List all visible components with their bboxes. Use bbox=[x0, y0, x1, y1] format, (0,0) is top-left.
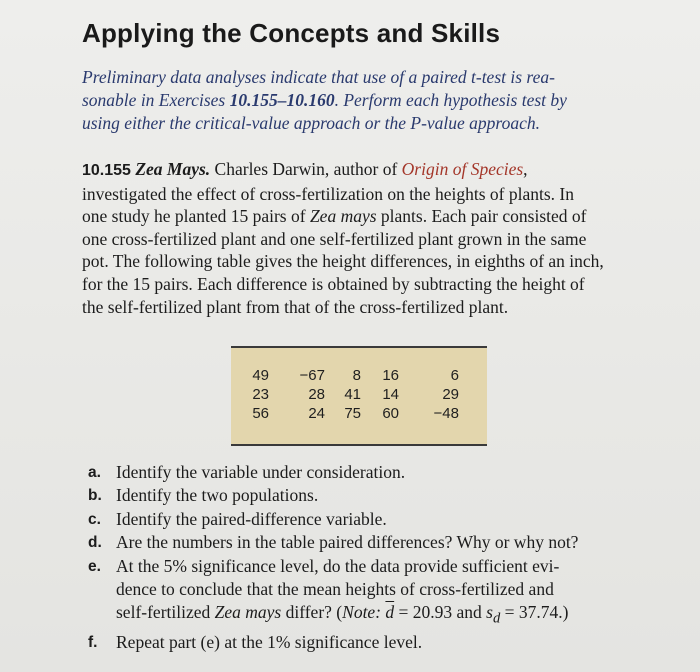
d-bar-symbol: $\overline{d}$ bbox=[385, 602, 395, 623]
exercise-intro bbox=[82, 66, 642, 135]
part-c: c. Identify the paired-difference variable. bbox=[88, 508, 387, 529]
problem-number: 10.155 bbox=[82, 162, 131, 179]
book-title: Origin of Species bbox=[401, 159, 524, 179]
table-cell: 8 bbox=[352, 367, 361, 384]
problem-line-4: one cross-fertilized plant and one self-fertilized plant grown in the same bbox=[82, 228, 587, 249]
intro-line-3: using either the critical-value approach or the P-value approach. bbox=[82, 113, 540, 133]
table-cell: 60 bbox=[382, 405, 399, 422]
table-cell: −67 bbox=[299, 367, 325, 384]
problem-line-5: pot. The following table gives the height differences, in eighths of an inch, bbox=[82, 251, 604, 272]
part-b: b. Identify the two populations. bbox=[88, 485, 319, 506]
section-heading: Applying the Concepts and Skills bbox=[82, 18, 501, 48]
table-cell: 6 bbox=[450, 367, 459, 384]
part-a: a. Identify the variable under consideration. bbox=[88, 462, 406, 482]
problem-line-2: investigated the effect of cross-fertilization on the heights of plants. In bbox=[82, 183, 574, 204]
intro-line-2: sonable in Exercises 10.155–10.160. Perform each hypothesis test by bbox=[82, 90, 567, 110]
table-cell: 56 bbox=[252, 405, 269, 422]
table-cell: 23 bbox=[252, 386, 269, 403]
table-row bbox=[239, 366, 459, 385]
part-e-line-3: self-fertilized Zea mays differ? (Note: $\overline{d} = 20.93$ and $s_d = 37.74$.) bbox=[116, 602, 569, 627]
part-f: f. Repeat part (e) at the 1% significance level. bbox=[88, 632, 423, 653]
table-cell: 49 bbox=[252, 367, 269, 384]
part-d: d. Are the numbers in the table paired differences? Why or why not? bbox=[88, 532, 579, 553]
exercise-range: 10.155–10.160 bbox=[229, 90, 335, 110]
problem-line-7: the self-fertilized plant from that of the cross-fertilized plant. bbox=[82, 296, 509, 317]
table-cell: 16 bbox=[382, 367, 399, 384]
data-table bbox=[239, 366, 459, 423]
table-cell: 28 bbox=[308, 386, 325, 403]
table-cell: −48 bbox=[433, 405, 459, 422]
problem-statement bbox=[82, 158, 642, 318]
table-row bbox=[239, 404, 459, 423]
table-cell: 24 bbox=[308, 405, 325, 422]
problem-line-1: 10.155 Zea Mays. Charles Darwin, author of Origin of Species, bbox=[82, 159, 528, 179]
table-cell: 41 bbox=[344, 386, 361, 403]
problem-title: Zea Mays. bbox=[135, 159, 211, 179]
table-row bbox=[239, 385, 459, 404]
table-cell: 75 bbox=[344, 405, 361, 422]
table-cell: 29 bbox=[442, 386, 459, 403]
part-e: e. At the 5% significance level, do the data provide sufficient evi- bbox=[88, 555, 560, 576]
intro-line-1: Preliminary data analyses indicate that use of a paired t-test is rea- bbox=[82, 67, 555, 87]
part-e-line-2: dence to conclude that the mean heights of cross-fertilized and bbox=[116, 579, 554, 600]
height-differences-table bbox=[231, 346, 487, 446]
problem-line-3: one study he planted 15 pairs of Zea mays plants. Each pair consisted of bbox=[82, 206, 587, 227]
table-cell: 14 bbox=[382, 386, 399, 403]
problem-line-6: for the 15 pairs. Each difference is obtained by subtracting the height of bbox=[82, 273, 585, 294]
question-parts bbox=[88, 461, 648, 655]
